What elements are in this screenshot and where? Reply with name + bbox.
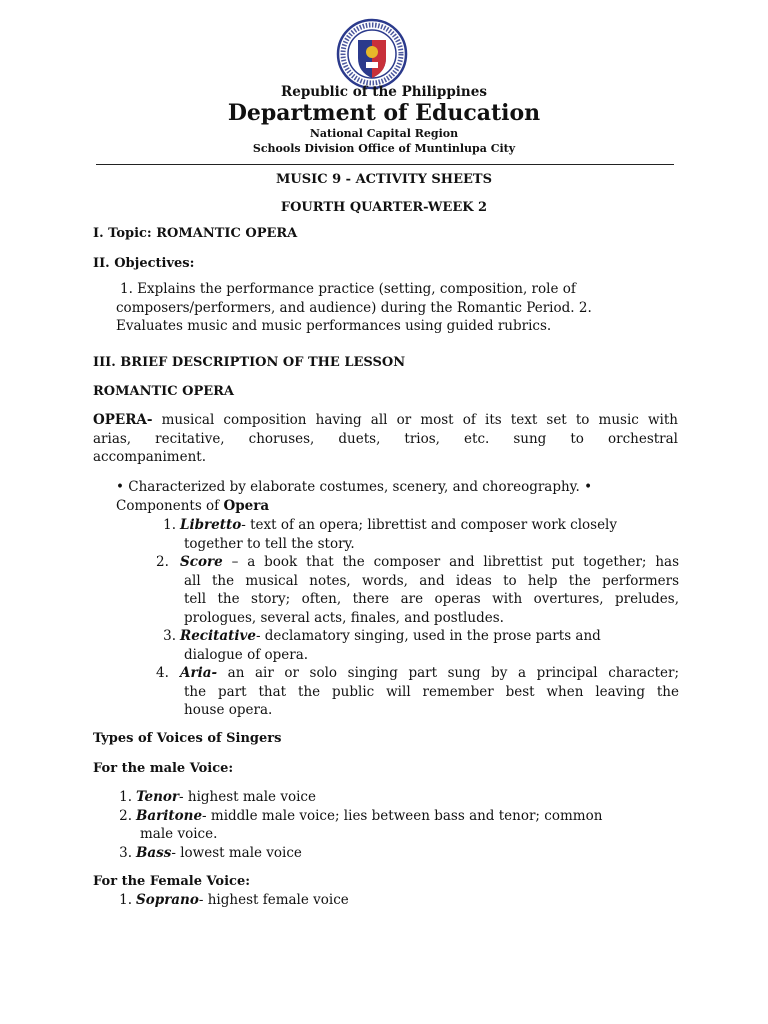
list-item: 4. Aria- an air or solo singing part sung by a principal character;	[156, 665, 679, 681]
lesson-subheading: ROMANTIC OPERA	[93, 384, 235, 399]
list-item: 1. Tenor- highest male voice	[119, 789, 316, 805]
list-item: 2. Score – a book that the composer and librettist put together; has	[156, 554, 679, 570]
characteristics-bullet	[116, 478, 592, 515]
opera-bold: Opera	[223, 497, 270, 514]
topic-heading: I. Topic: ROMANTIC OPERA	[93, 226, 298, 241]
header-divider	[96, 164, 674, 165]
quarter-title: FOURTH QUARTER-WEEK 2	[280, 200, 488, 215]
opera-definition	[93, 411, 678, 467]
opera-term: OPERA-	[93, 412, 153, 428]
objectives-line: composers/performers, and audience) during the Romantic Period. 2.	[116, 299, 592, 316]
female-voice-list	[112, 891, 349, 910]
objectives-line: 1. Explains the performance practice (setting, composition, role of	[120, 281, 576, 297]
female-voice-heading: For the Female Voice:	[93, 874, 251, 889]
list-item: 1. Soprano- highest female voice	[119, 892, 349, 908]
objectives-heading: II. Objectives:	[93, 256, 195, 271]
list-item-cont: together to tell the story.	[184, 535, 355, 552]
republic-line: Republic of the Philippines	[281, 84, 487, 100]
region-line: National Capital Region	[309, 127, 459, 140]
department-title: Department of Education	[227, 100, 541, 126]
division-line: Schools Division Office of Muntinlupa City	[252, 142, 516, 155]
component-recitative: 3. Recitative- declamatory singing, used in the prose parts and dialogue of opera.	[156, 627, 601, 664]
opera-def-line: arias, recitative, choruses, duets, trios, etc. sung to orchestral	[93, 430, 678, 447]
deped-seal-logo	[336, 18, 408, 90]
component-score: 2. Score – a book that the composer and librettist put together; has all the musical notes, words, and ideas to help the performers tell the story; often, there are operas with overtures, preludes, prologues, several acts, finales, and postludes.	[156, 554, 679, 626]
activity-title: MUSIC 9 - ACTIVITY SHEETS	[276, 172, 492, 187]
list-item: 3. Bass- lowest male voice	[119, 844, 302, 861]
components-list	[156, 516, 617, 553]
opera-def-line: OPERA- musical composition having all or most of its text set to music with	[93, 412, 678, 428]
male-voice-list: 1. Tenor- highest male voice 2. Baritone- middle male voice; lies between bass and tenor; common male voice. 3. Bass- lowest male voice	[112, 788, 602, 862]
opera-def-line: accompaniment.	[93, 449, 207, 465]
list-item: 1. Libretto- text of an opera; librettist and composer work closely	[163, 517, 618, 533]
list-item: 3. Recitative- declamatory singing, used in the prose parts and	[163, 628, 601, 644]
objectives-line: Evaluates music and music performances using guided rubrics.	[116, 318, 552, 334]
component-aria: 4. Aria- an air or solo singing part sung by a principal character; the part that the public will remember best when leaving the house opera.	[156, 665, 679, 718]
list-item: 2. Baritone- middle male voice; lies between bass and tenor; common	[119, 807, 603, 824]
bullet-line: Components of Opera	[116, 497, 270, 514]
male-voice-heading: For the male Voice:	[93, 761, 234, 776]
bullet-line: • Characterized by elaborate costumes, scenery, and choreography. •	[116, 479, 593, 495]
voices-heading: Types of Voices of Singers	[93, 731, 282, 746]
lesson-heading: III. BRIEF DESCRIPTION OF THE LESSON	[93, 355, 406, 370]
objectives-text	[116, 280, 592, 336]
